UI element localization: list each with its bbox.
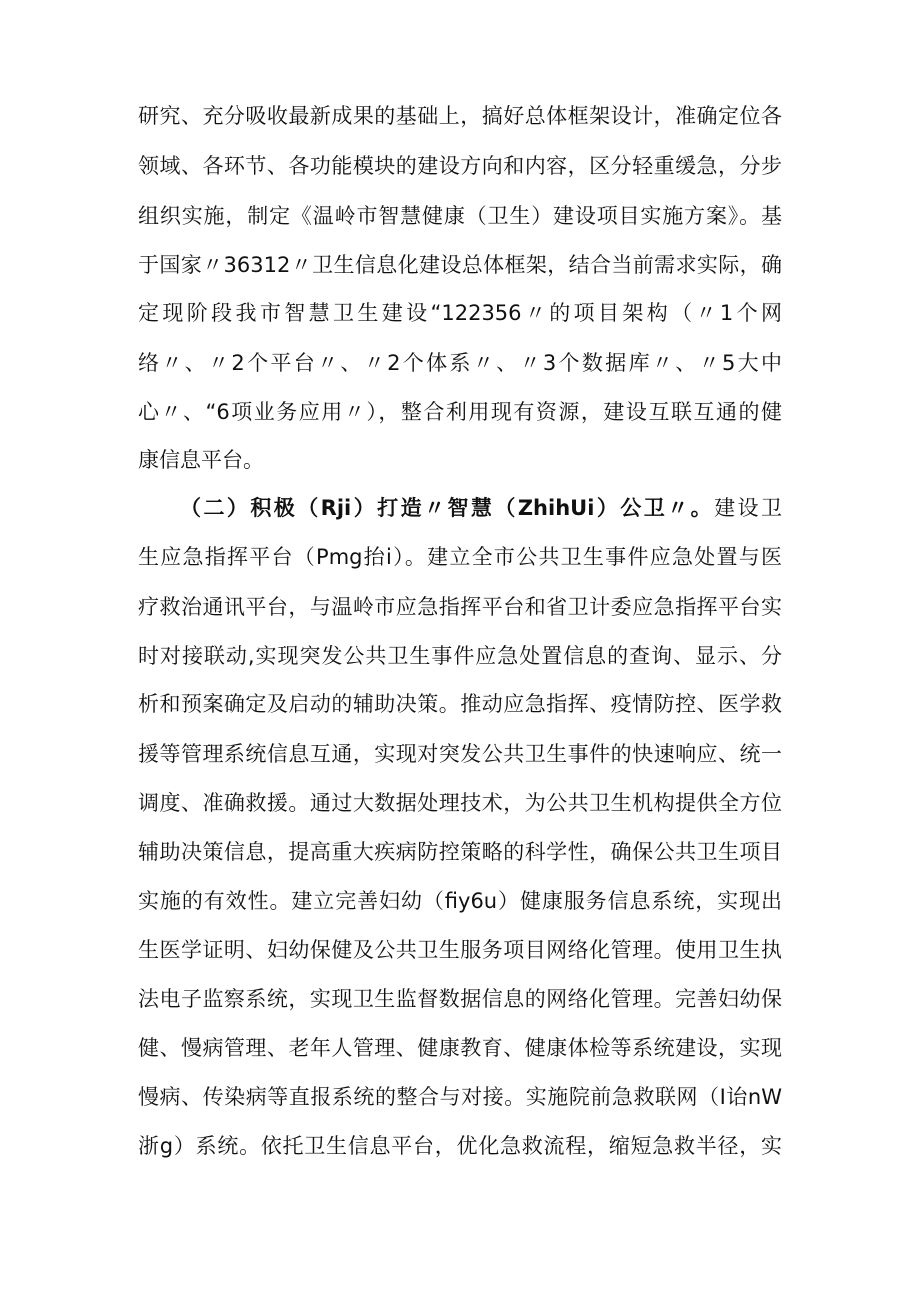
text-line: 康信息平台。 — [138, 448, 264, 472]
text-line: 生应急指挥平台（Pmg抬i）。建立全市公共卫生事件应急处置与医 — [138, 545, 782, 569]
text-line: 生医学证明、妇幼保健及公共卫生服务项目网络化管理。使用卫生执 — [138, 938, 782, 962]
text-line: 健、慢病管理、老年人管理、健康教育、健康体检等系统建设，实现 — [138, 1036, 782, 1060]
text-line: 援等管理系统信息互通，实现对突发公共卫生事件的快速响应、统一 — [138, 742, 782, 766]
text-line: 领域、各环节、各功能模块的建设方向和内容，区分轻重缓急，分步 — [138, 154, 782, 178]
text-line: 络〃、〃2个平台〃、〃2个体系〃、〃3个数据库〃、〃5大中 — [138, 351, 782, 375]
text-line: 调度、准确救援。通过大数据处理技术，为公共卫生机构提供全方位 — [138, 791, 782, 815]
text-line: 析和预案确定及启动的辅助决策。推动应急指挥、疫情防控、医学救 — [138, 692, 782, 716]
text-line: 辅助决策信息，提高重大疾病防控策略的科学性，确保公共卫生项目 — [138, 840, 782, 864]
text-line: 实施的有效性。建立完善妇幼（fiy6u）健康服务信息系统，实现出 — [138, 889, 782, 913]
text-line: 定现阶段我市智慧卫生建设“122356〃的项目架构（〃1个网 — [138, 301, 782, 325]
section-heading-line — [180, 494, 782, 522]
text-span: 建设卫 — [714, 496, 782, 520]
section-heading: （二）积极（Rji）打造〃智慧（ZhihUi）公卫〃。 — [180, 496, 715, 520]
text-line: 于国家〃36312〃卫生信息化建设总体框架，结合当前需求实际，确 — [138, 253, 782, 277]
text-line: 时对接联动,实现突发公共卫生事件应急处置信息的查询、显示、分 — [138, 644, 782, 668]
text-line: 心〃、“6项业务应用〃），整合利用现有资源，建设互联互通的健 — [138, 400, 782, 424]
text-line: 浙g）系统。依托卫生信息平台，优化急救流程，缩短急救半径，实 — [138, 1134, 782, 1158]
text-line: 研究、充分吸收最新成果的基础上，搞好总体框架设计，准确定位各 — [138, 104, 782, 128]
text-line: 组织实施，制定《温岭市智慧健康（卫生）建设项目实施方案》。基 — [138, 204, 782, 228]
text-line: 慢病、传染病等直报系统的整合与对接。实施院前急救联网（I诒nW — [138, 1085, 782, 1109]
text-line: 疗救治通讯平台，与温岭市应急指挥平台和省卫计委应急指挥平台实 — [138, 595, 782, 619]
text-line: 法电子监察系统，实现卫生监督数据信息的网络化管理。完善妇幼保 — [138, 987, 782, 1011]
